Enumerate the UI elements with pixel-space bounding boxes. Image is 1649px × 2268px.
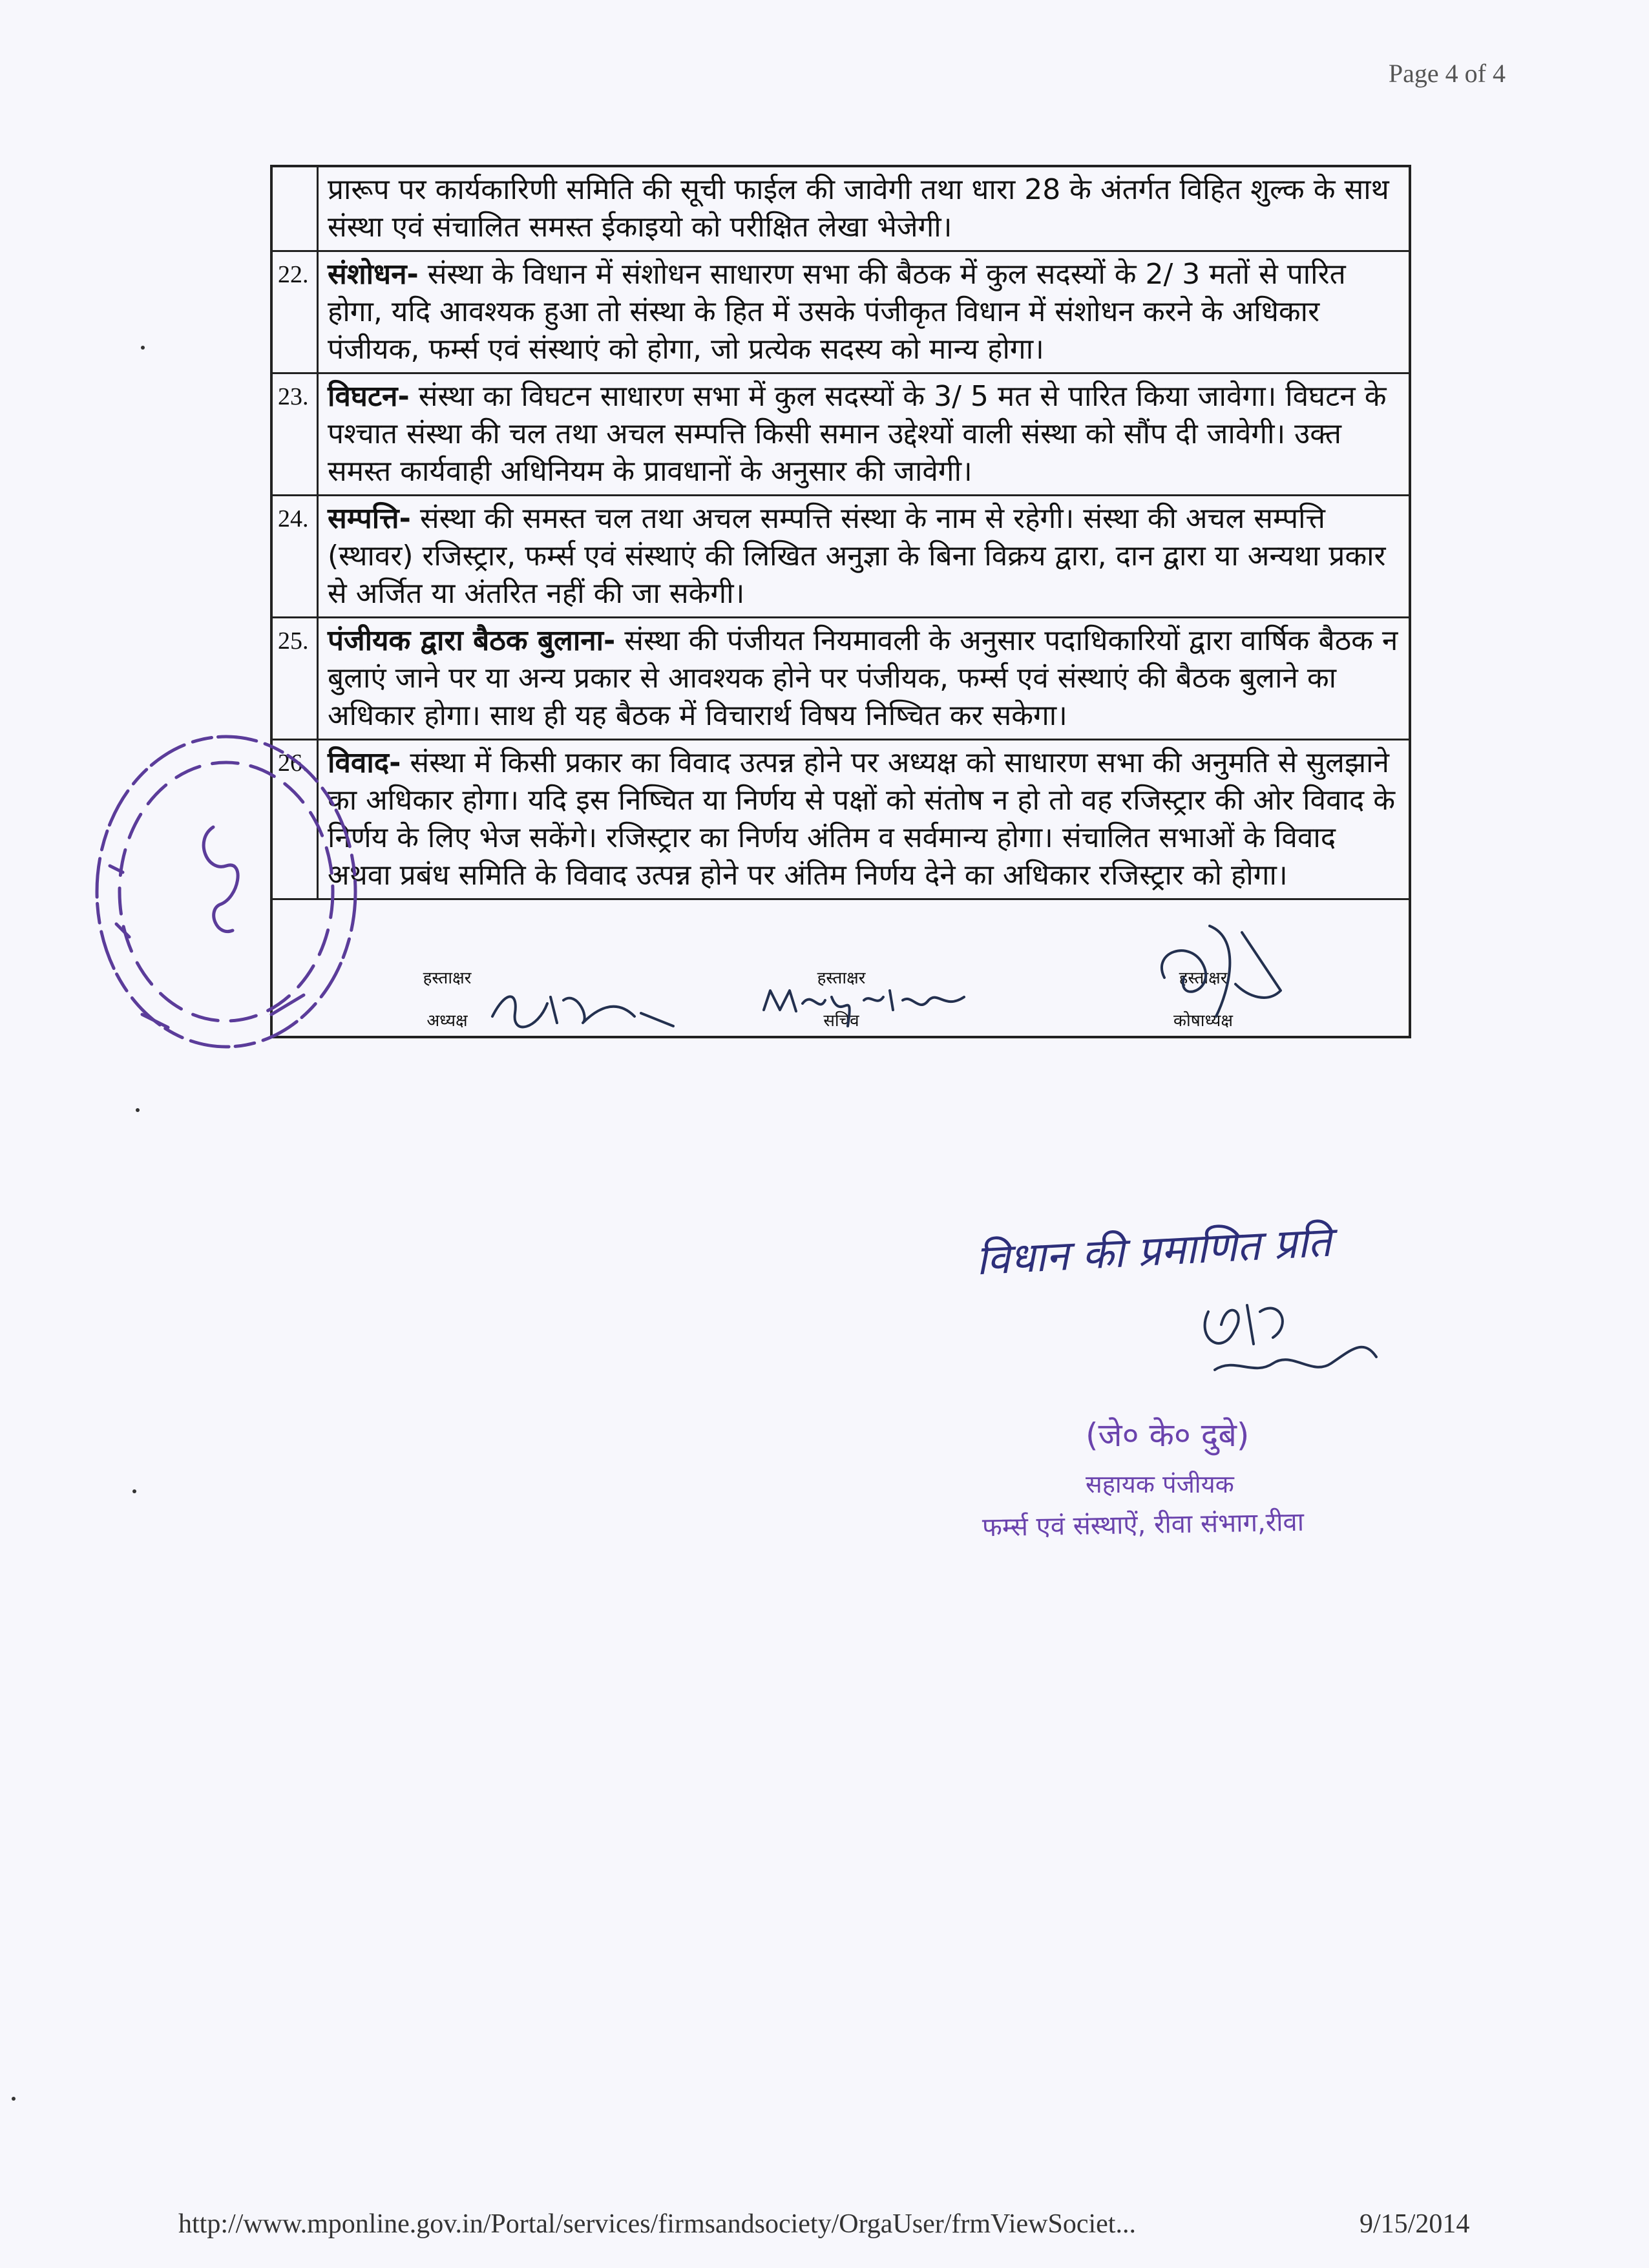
clause-number bbox=[271, 166, 318, 251]
page-number: Page 4 of 4 bbox=[1388, 59, 1506, 88]
scan-speck bbox=[12, 2097, 16, 2101]
clause-row bbox=[271, 373, 1410, 496]
clause-title: पंजीयक द्वारा बैठक बुलाना- bbox=[328, 624, 616, 657]
clause-text: संस्था के विधान में संशोधन साधारण सभा की बैठक में कुल सदस्यों के 2/ 3 मतों से पारित होगा, यदि आवश्यक हुआ तो संस्था के हित में उसके पंजीकृत विधान में संशोधन करने के अधिकार पंजीयक, फर्म्स एवं संस्थाएं को होगा, जो प्रत्येक सदस्य को मान्य होगा। bbox=[328, 258, 1346, 366]
president-signature-scribble bbox=[486, 978, 680, 1036]
clause-number: 24. bbox=[271, 496, 318, 618]
clause-row bbox=[271, 618, 1410, 740]
clause-text: संस्था की पंजीयत नियमावली के अनुसार पदाधिकारियों द्वारा वार्षिक बैठक न बुलाएं जाने पर या अन्य प्रकार से आवश्यक होने पर पंजीयक, फर्म्स एवं संस्थाएं की बैठक बुलाने का अधिकार होगा। साथ ही यह बैठक में विचारार्थ विषय निष्चित कर सकेगा। bbox=[328, 624, 1398, 732]
clause-text: संस्था का विघटन साधारण सभा में कुल सदस्यों के 3/ 5 मत से पारित किया जावेगा। विघटन के पश्चात संस्था की चल तथा अचल सम्पत्ति किसी समान उद्देश्यों वाली संस्था को सौंप दी जावेगी। उक्त समस्त कार्यवाही अधिनियम के प्रावधानों के अनुसार की जावेगी। bbox=[328, 380, 1387, 488]
clause-row bbox=[271, 166, 1410, 251]
clause-row bbox=[271, 496, 1410, 618]
scan-speck bbox=[136, 1108, 140, 1112]
attestation-handwritten-note: विधान की प्रमाणित प्रति bbox=[974, 1218, 1333, 1285]
clause-title: विवाद- bbox=[328, 746, 401, 779]
scan-speck bbox=[132, 1489, 136, 1493]
clause-text: संस्था की समस्त चल तथा अचल सम्पत्ति संस्था के नाम से रहेगी। संस्था की अचल सम्पत्ति (स्थावर) रजिस्ट्रार, फर्म्स एवं संस्थाएं की लिखित अनुज्ञा के बिना विक्रय द्वारा, दान द्वारा या अन्यथा प्रकार से अर्जित या अंतरित नहीं की जा सकेगी। bbox=[328, 502, 1386, 610]
clause-body bbox=[318, 251, 1411, 373]
clause-title: सम्पत्ति- bbox=[328, 502, 411, 535]
footer-url: http://www.mponline.gov.in/Portal/services/firmsandsociety/OrgaUser/frmViewSociet... bbox=[178, 2209, 1136, 2239]
treasurer-signature-scribble bbox=[1139, 913, 1294, 1029]
signature-label: हस्ताक्षर bbox=[817, 969, 866, 988]
clause-body bbox=[318, 740, 1411, 899]
signature-role: अध्यक्ष bbox=[426, 1011, 468, 1031]
bylaws-table bbox=[270, 165, 1411, 1038]
signature-label: हस्ताक्षर bbox=[1179, 969, 1228, 988]
office-seal-stamp bbox=[78, 704, 336, 1066]
attestation-initials-scribble bbox=[1195, 1286, 1389, 1396]
signature-cell bbox=[271, 899, 1410, 1038]
clause-body bbox=[318, 166, 1411, 251]
scan-speck bbox=[141, 346, 145, 350]
signature-row bbox=[271, 899, 1410, 1038]
clause-body bbox=[318, 496, 1411, 618]
signature-role: कोषाध्यक्ष bbox=[1173, 1011, 1233, 1031]
clause-title: संशोधन- bbox=[328, 258, 419, 291]
clause-title: विघटन- bbox=[328, 380, 410, 413]
clause-text: संस्था में किसी प्रकार का विवाद उत्पन्न होने पर अध्यक्ष को साधारण सभा की अनुमति से सुलझाने का अधिकार होगा। यदि इस निष्चित या निर्णय से पक्षों को संतोष न हो तो वह रजिस्ट्रार की ओर विवाद के निर्णय के लिए भेज सकेंगे। रजिस्ट्रार का निर्णय अंतिम व सर्वमान्य होगा। संचालित सभाओं के विवाद अथवा प्रबंध समिति के विवाद उत्पन्न होने पर अंतिम निर्णय देने का अधिकार रजिस्ट्रार को होगा। bbox=[328, 746, 1396, 892]
secretary-signature-scribble bbox=[751, 965, 983, 1036]
clause-text: प्रारूप पर कार्यकारिणी समिति की सूची फाईल की जावेगी तथा धारा 28 के अंतर्गत विहित शुल्क के साथ संस्था एवं संचालित समस्त ईकाइयो को परीक्षित लेखा भेजेगी। bbox=[328, 173, 1389, 244]
clause-body bbox=[318, 373, 1411, 496]
clause-row bbox=[271, 740, 1410, 899]
clause-number: 23. bbox=[271, 373, 318, 496]
signature-role: सचिव bbox=[823, 1011, 859, 1031]
clause-number: 26. bbox=[271, 740, 318, 899]
officer-name: (जे० के० दुबे) bbox=[1086, 1416, 1250, 1454]
officer-title: सहायक पंजीयक bbox=[1086, 1470, 1234, 1498]
officer-office: फर्म्स एवं संस्थाऐं, रीवा संभाग,रीवा bbox=[982, 1507, 1305, 1543]
clause-number: 25. bbox=[271, 618, 318, 740]
clause-number: 22. bbox=[271, 251, 318, 373]
clause-row bbox=[271, 251, 1410, 373]
clause-body bbox=[318, 618, 1411, 740]
footer-date: 9/15/2014 bbox=[1360, 2209, 1470, 2239]
signature-label: हस्ताक्षर bbox=[423, 969, 472, 988]
